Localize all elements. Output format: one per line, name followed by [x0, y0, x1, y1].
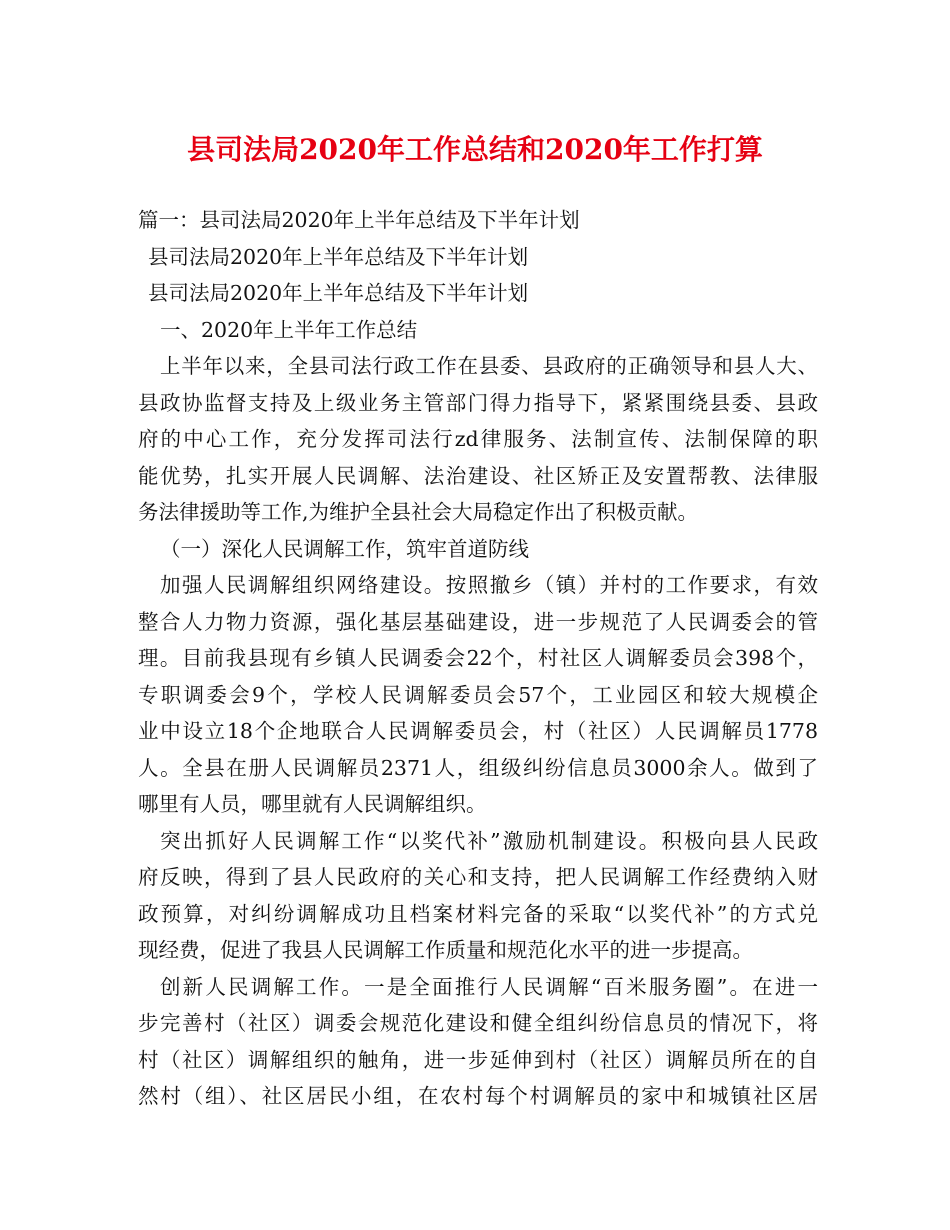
paragraph-line: 能优势，扎实开展人民调解、法治建设、社区矫正及安置帮教、法律服 — [138, 463, 818, 488]
document-body — [138, 202, 818, 1115]
paragraph-line: 村（社区）调解组织的触角，进一步延伸到村（社区）调解员所在的自 — [138, 1047, 818, 1072]
document-title: 县司法局2020年工作总结和2020年工作打算 — [187, 133, 763, 166]
section-heading: （一）深化人民调解工作，筑牢首道防线 — [160, 536, 529, 561]
paragraph-line: 创新人民调解工作。一是全面推行人民调解“百米服务圈”。在进一 — [160, 974, 818, 999]
paragraph-line: 步完善村（社区）调委会规范化建设和健全组纠纷信息员的情况下，将 — [138, 1011, 818, 1035]
section-heading: 篇一：县司法局2020年上半年总结及下半年计划 — [138, 208, 580, 232]
paragraph-line: 突出抓好人民调解工作“以奖代补”激励机制建设。积极向县人民政 — [160, 828, 818, 853]
paragraph-line: 业中设立18个企地联合人民调解委员会，村（社区）人民调解员1778 — [138, 719, 818, 743]
paragraph-line: 现经费，促进了我县人民调解工作质量和规范化水平的进一步提高。 — [138, 938, 753, 962]
section-heading: 一、2020年上半年工作总结 — [160, 317, 418, 342]
paragraph-line: 务法律援助等工作,为维护全县社会大局稳定作出了积极贡献。 — [138, 500, 699, 524]
paragraph-line: 县政协监督支持及上级业务主管部门得力指导下，紧紧围绕县委、县政 — [138, 390, 818, 415]
paragraph-line: 府的中心工作，充分发挥司法行zd律服务、法制宣传、法制保障的职 — [138, 427, 818, 451]
paragraph-line: 然村（组）、社区居民小组，在农村每个村调解员的家中和城镇社区居 — [138, 1084, 818, 1108]
paragraph-line: 哪里有人员，哪里就有人民调解组织。 — [138, 792, 487, 816]
paragraph-line: 人。全县在册人民调解员2371人，组级纠纷信息员3000余人。做到了 — [138, 755, 818, 780]
paragraph-line: 理。目前我县现有乡镇人民调委会22个，村社区人调解委员会398个， — [138, 646, 818, 670]
paragraph-line: 专职调委会9个，学校人民调解委员会57个，工业园区和较大规模企 — [138, 682, 818, 707]
paragraph-line: 整合人力物力资源，强化基层基础建设，进一步规范了人民调委会的管 — [138, 609, 818, 634]
subtitle-line: 县司法局2020年上半年总结及下半年计划 — [148, 244, 529, 269]
paragraph-line: 政预算，对纠纷调解成功且档案材料完备的采取“以奖代补”的方式兑 — [138, 901, 818, 926]
subtitle-line: 县司法局2020年上半年总结及下半年计划 — [148, 281, 529, 305]
paragraph-line: 加强人民调解组织网络建设。按照撤乡（镇）并村的工作要求，有效 — [160, 573, 818, 597]
paragraph-line: 上半年以来，全县司法行政工作在县委、县政府的正确领导和县人大、 — [160, 354, 818, 378]
paragraph-line: 府反映，得到了县人民政府的关心和支持，把人民调解工作经费纳入财 — [138, 865, 818, 889]
